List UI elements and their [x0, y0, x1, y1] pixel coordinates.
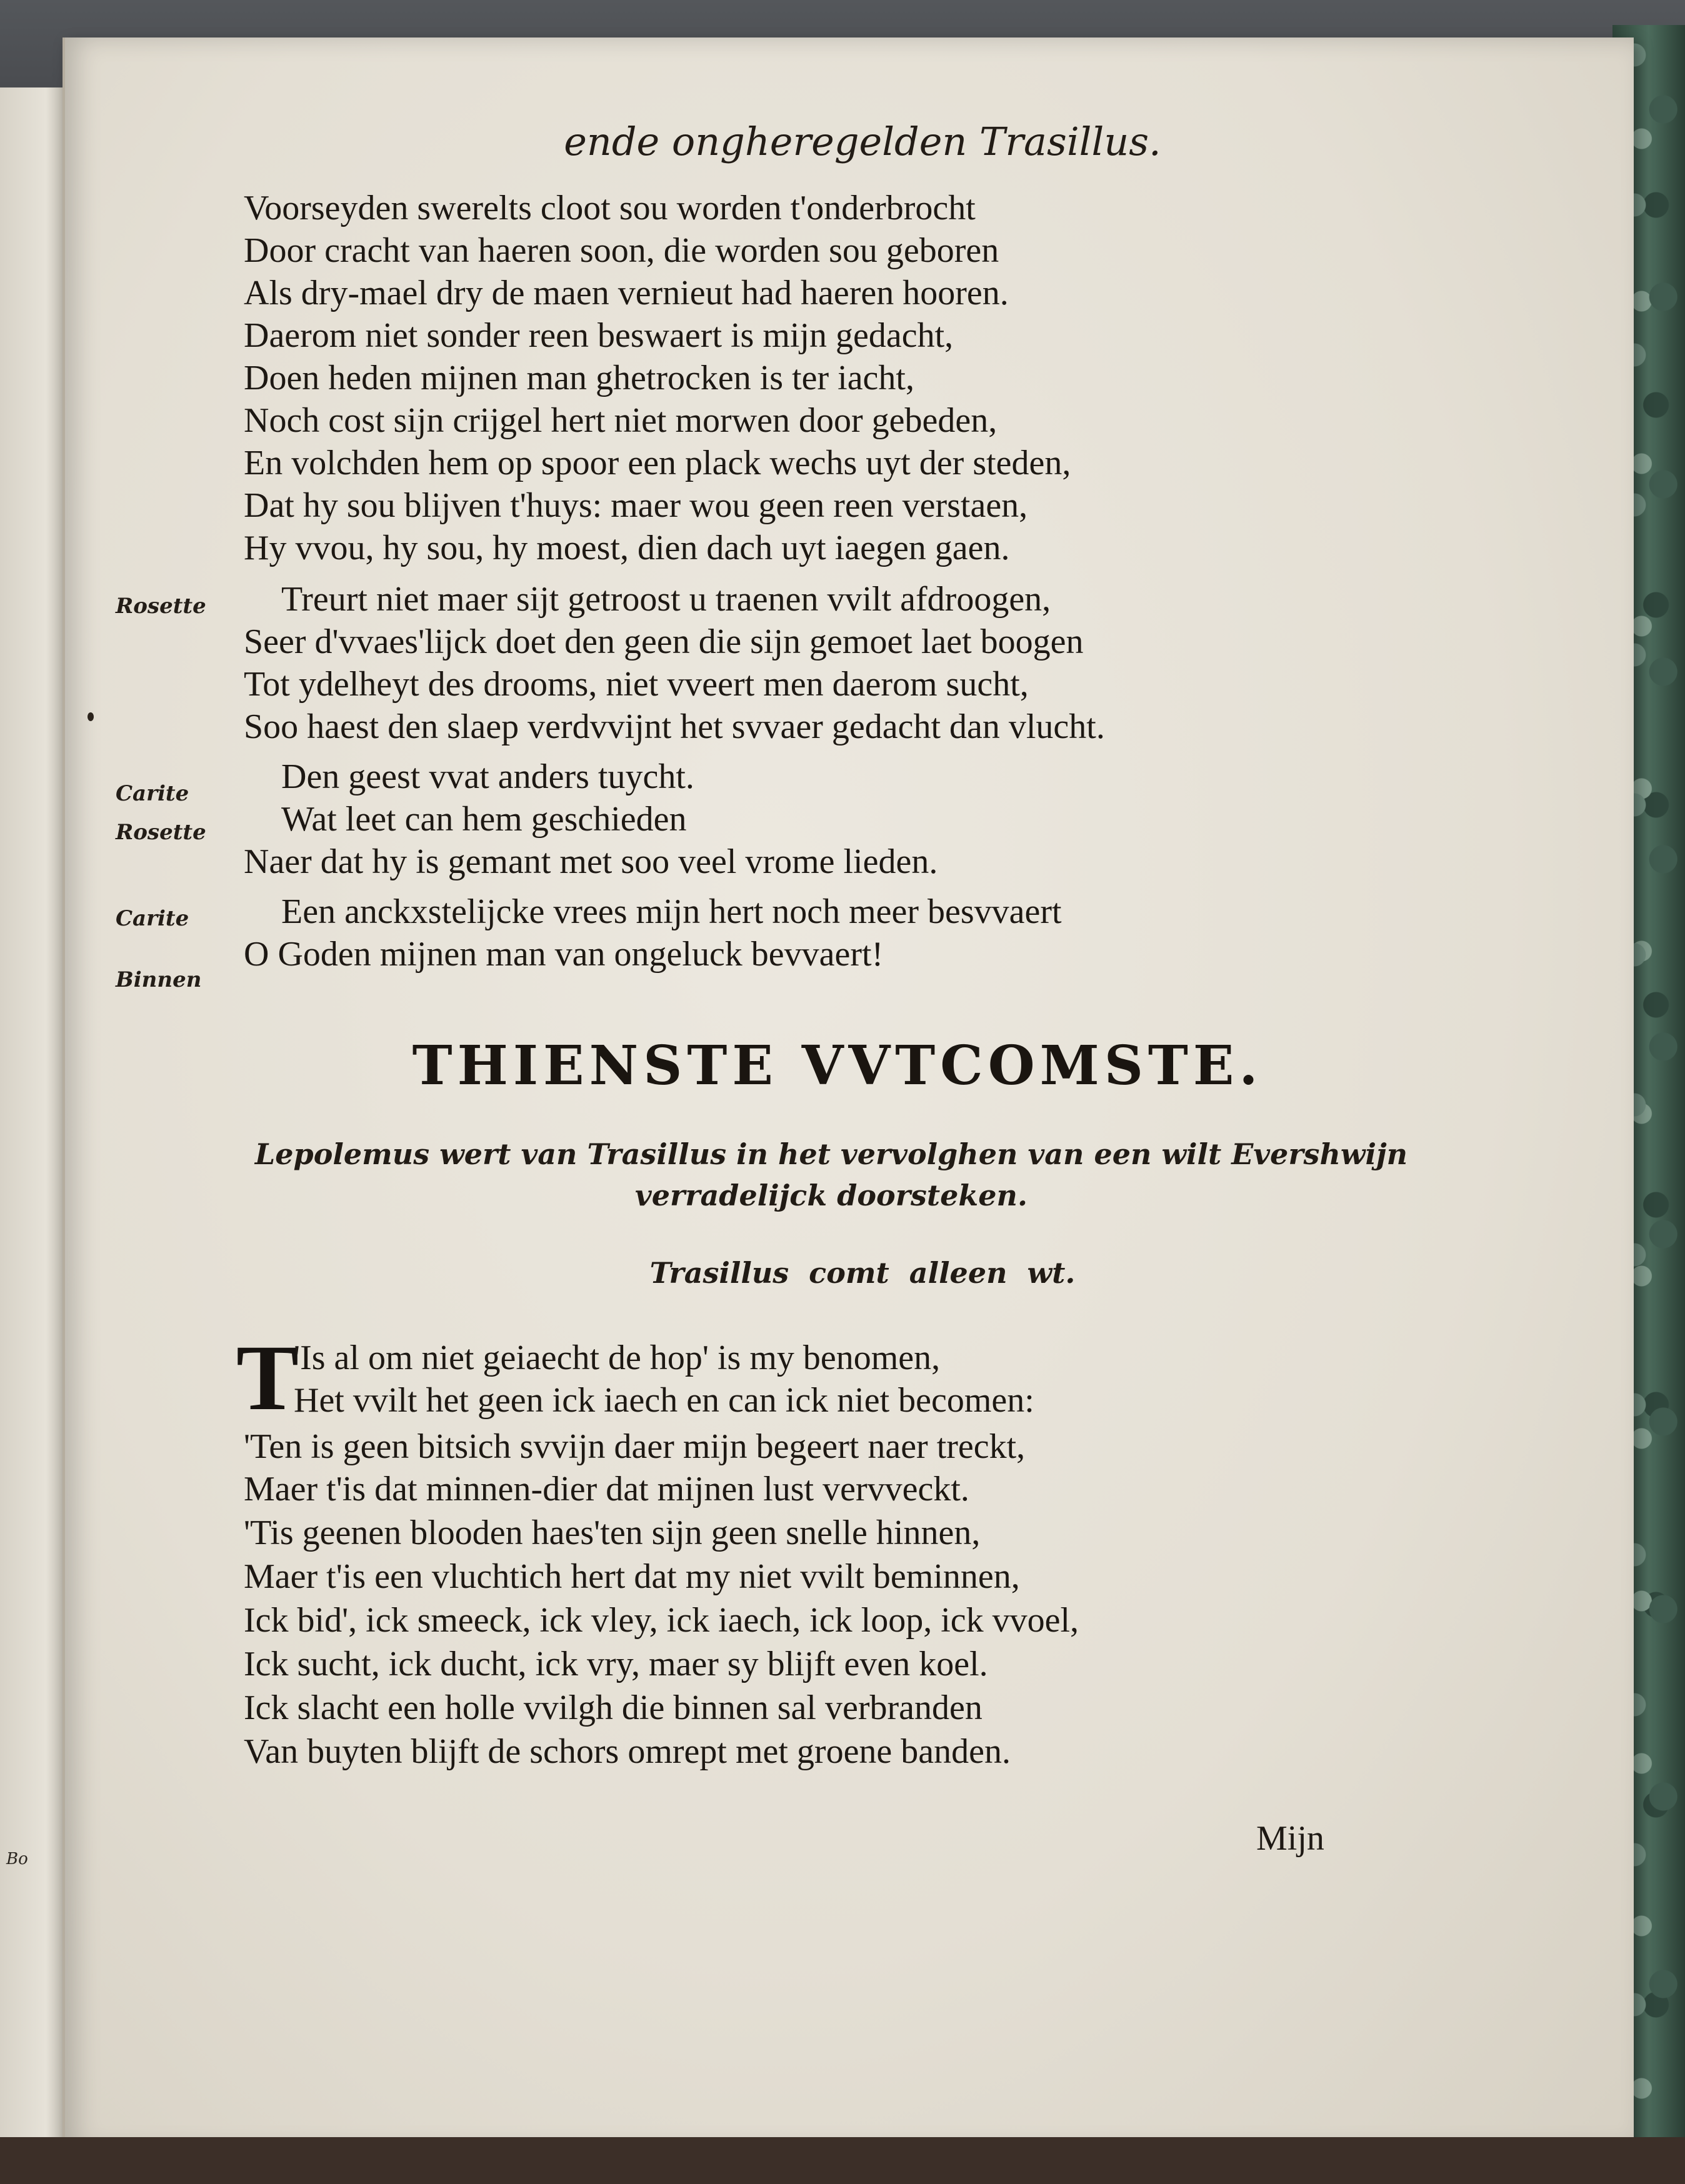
verse-line: Tot ydelheyt des drooms, niet vveert men daerom sucht,	[244, 665, 1029, 704]
verse-line: Daerom niet sonder reen beswaert is mijn gedacht,	[244, 316, 954, 355]
verse-line: 'Tis geenen blooden haes'ten sijn geen snelle hinnen,	[244, 1513, 981, 1552]
verse-line: Hy vvou, hy sou, hy moest, dien dach uyt iaegen gaen.	[244, 529, 1010, 567]
section-heading: THIENSTE VVTCOMSTE.	[412, 1034, 1263, 1097]
verse-line: Doen heden mijnen man ghetrocken is ter iacht,	[244, 359, 914, 397]
verse-line: Een anckxstelijcke vrees mijn hert noch meer besvvaert	[281, 892, 1062, 931]
running-head: ende ongheregelden Trasillus.	[564, 119, 1161, 164]
verse-line: Wat leet can hem geschieden	[281, 800, 687, 839]
speaker-label: Rosette	[116, 820, 206, 845]
speaker-label: Rosette	[116, 594, 206, 619]
verse-line: En volchden hem op spoor een plack wechs uyt der steden,	[244, 444, 1071, 482]
verse-line: Ick sucht, ick ducht, ick vry, maer sy blijft even koel.	[244, 1645, 988, 1683]
verse-line: Dat hy sou blijven t'huys: maer wou geen reen verstaen,	[244, 486, 1028, 525]
verse-line: Door cracht van haeren soon, die worden sou geboren	[244, 231, 999, 270]
verse-line: Treurt niet maer sijt getroost u traenen vvilt afdroogen,	[281, 580, 1051, 619]
verse-line: Naer dat hy is gemant met soo veel vrome lieden.	[244, 842, 938, 881]
speaker-label: Carite	[116, 906, 189, 931]
speaker-label: Carite	[116, 781, 189, 806]
verse-line: O Goden mijnen man van ongeluck bevvaert!	[244, 935, 884, 974]
verse-line: Voorseyden swerelts cloot sou worden t'onderbrocht	[244, 189, 976, 227]
facing-page-edge	[0, 87, 68, 2137]
verse-line: Soo haest den slaep verdvvijnt het svvaer gedacht dan vlucht.	[244, 707, 1105, 746]
verse-line: 'Ten is geen bitsich svvijn daer mijn begeert naer treckt,	[244, 1427, 1026, 1466]
catchword: Mijn	[1256, 1819, 1324, 1858]
verse-line: Het vvilt het geen ick iaech en can ick niet becomen:	[294, 1381, 1034, 1420]
stage-direction: Trasillus comt alleen wt.	[649, 1256, 1076, 1290]
verse-line: 'Is al om niet geiaecht de hop' is my benomen,	[294, 1339, 941, 1377]
verse-line: Seer d'vvaes'lijck doet den geen die sijn gemoet laet boogen	[244, 622, 1084, 661]
verse-line: Van buyten blijft de schors omrept met groene banden.	[244, 1732, 1011, 1771]
drop-capital: T	[236, 1326, 299, 1430]
verse-line: Noch cost sijn crijgel hert niet morwen door gebeden,	[244, 401, 998, 440]
verse-line: Ick bid', ick smeeck, ick vley, ick iaech, ick loop, ick vvoel,	[244, 1601, 1079, 1640]
verse-line: Maer t'is dat minnen-dier dat mijnen lust vervveckt.	[244, 1470, 969, 1508]
facing-page-fragment: Bo	[6, 1850, 28, 1868]
argument-line: Lepolemus wert van Trasillus in het vervolghen van een wilt Evershwijn	[254, 1137, 1408, 1171]
verse-line: Ick slacht een holle vvilgh die binnen sal verbranden	[244, 1688, 982, 1727]
verse-line: Den geest vvat anders tuycht.	[281, 757, 694, 796]
margin-mark	[88, 712, 94, 721]
speaker-label: Binnen	[116, 967, 202, 992]
verse-line: Maer t'is een vluchtich hert dat my niet vvilt beminnen,	[244, 1557, 1020, 1596]
verse-line: Als dry-mael dry de maen vernieut had haeren hooren.	[244, 274, 1009, 312]
argument-line: verradelijck doorsteken.	[635, 1179, 1028, 1212]
table-surface	[0, 2137, 1685, 2184]
